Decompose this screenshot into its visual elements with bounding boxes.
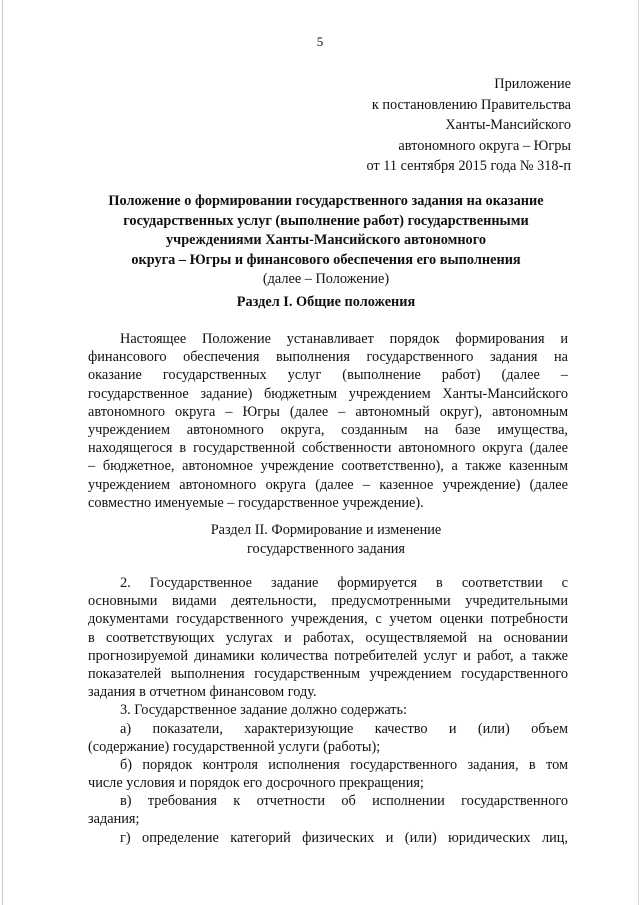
paragraph-line: 3. Государственное задание должно содержать: xyxy=(120,702,408,719)
appendix-line: от 11 сентября 2015 года № 318-п xyxy=(366,158,571,174)
appendix-line: Приложение xyxy=(494,76,571,92)
paragraph-line: задания; xyxy=(88,811,140,828)
paragraph-line: основными видами деятельности, предусмотренными учредительными xyxy=(88,593,568,610)
section-1-heading: Раздел I. Общие положения xyxy=(236,294,416,310)
paragraph-line: государственное задание) бюджетным учреждением Ханты-Мансийского xyxy=(88,385,568,402)
paragraph-line: учреждением автономного округа, созданным на базе имущества, xyxy=(88,421,568,438)
paragraph-line: находящегося в государственной собственности автономного округа (далее xyxy=(88,440,568,457)
appendix-line: Ханты-Мансийского xyxy=(445,117,571,133)
appendix-block xyxy=(271,74,571,177)
paragraph-line: учреждением автономного округа (далее – казенное учреждение) (далее xyxy=(88,476,568,493)
paragraph-line: Настоящее Положение устанавливает порядок формирования и xyxy=(120,331,568,347)
title-line: государственных услуг (выполнение работ) государственными xyxy=(123,212,529,229)
paragraph-line: совместно именуемые – государственное учреждение). xyxy=(88,494,424,511)
section-2-heading-line: государственного задания xyxy=(247,541,405,557)
appendix-line: к постановлению Правительства xyxy=(371,96,571,113)
section-2-body xyxy=(88,574,568,847)
paragraph-line: – бюджетное, автономное учреждение соответственно), а также казенным xyxy=(88,458,568,475)
section-1-paragraph xyxy=(88,330,568,512)
paragraph-line: финансового обеспечения выполнения государственного задания на xyxy=(88,349,568,366)
paragraph-line: в) требования к отчетности об исполнении государственного xyxy=(120,793,568,810)
title-subtitle: (далее – Положение) xyxy=(262,271,390,287)
appendix-line: автономного округа – Югры xyxy=(398,137,571,154)
section-2-heading xyxy=(88,521,564,559)
paragraph-line: а) показатели, характеризующие качество и (или) объем xyxy=(120,720,568,737)
paragraph-line: задания в отчетном финансовом году. xyxy=(88,684,317,701)
paragraph-line: оказание государственных услуг (выполнение работ) (далее – xyxy=(88,367,568,384)
page-number: 5 xyxy=(316,34,324,49)
paragraph-line: в соответствующих услугах и работах, осуществляемой на основании xyxy=(88,629,568,646)
paragraph-line: г) определение категорий физических и (или) юридических лиц, xyxy=(120,829,568,846)
paragraph-line: показателей выполнения государственным учреждением государственного xyxy=(88,665,568,682)
paragraph-line: прогнозируемой динамики количества потребителей услуг и работ, а также xyxy=(88,647,568,664)
paragraph-line: документами государственного учреждения, с учетом оценки потребности xyxy=(88,611,568,628)
section-2-heading-line: Раздел II. Формирование и изменение xyxy=(210,522,442,538)
scan-edge-right xyxy=(638,0,639,905)
document-title xyxy=(88,192,564,290)
title-line: округа – Югры и финансового обеспечения его выполнения xyxy=(131,251,521,268)
paragraph-line: (содержание) государственной услуги (работы); xyxy=(88,738,381,755)
paragraph-line: автономного округа – Югры (далее – автономный округ), автономным xyxy=(88,403,568,420)
paragraph-line: числе условия и порядок его досрочного прекращения; xyxy=(88,775,424,792)
title-line: Положение о формировании государственного задания на оказание xyxy=(108,193,544,209)
paragraph-line: б) порядок контроля исполнения государственного задания, в том xyxy=(120,756,568,773)
scan-edge-left xyxy=(2,0,3,905)
title-line: учреждениями Ханты-Мансийского автономного xyxy=(166,232,486,248)
paragraph-line: 2. Государственное задание формируется в соответствии с xyxy=(120,575,568,591)
